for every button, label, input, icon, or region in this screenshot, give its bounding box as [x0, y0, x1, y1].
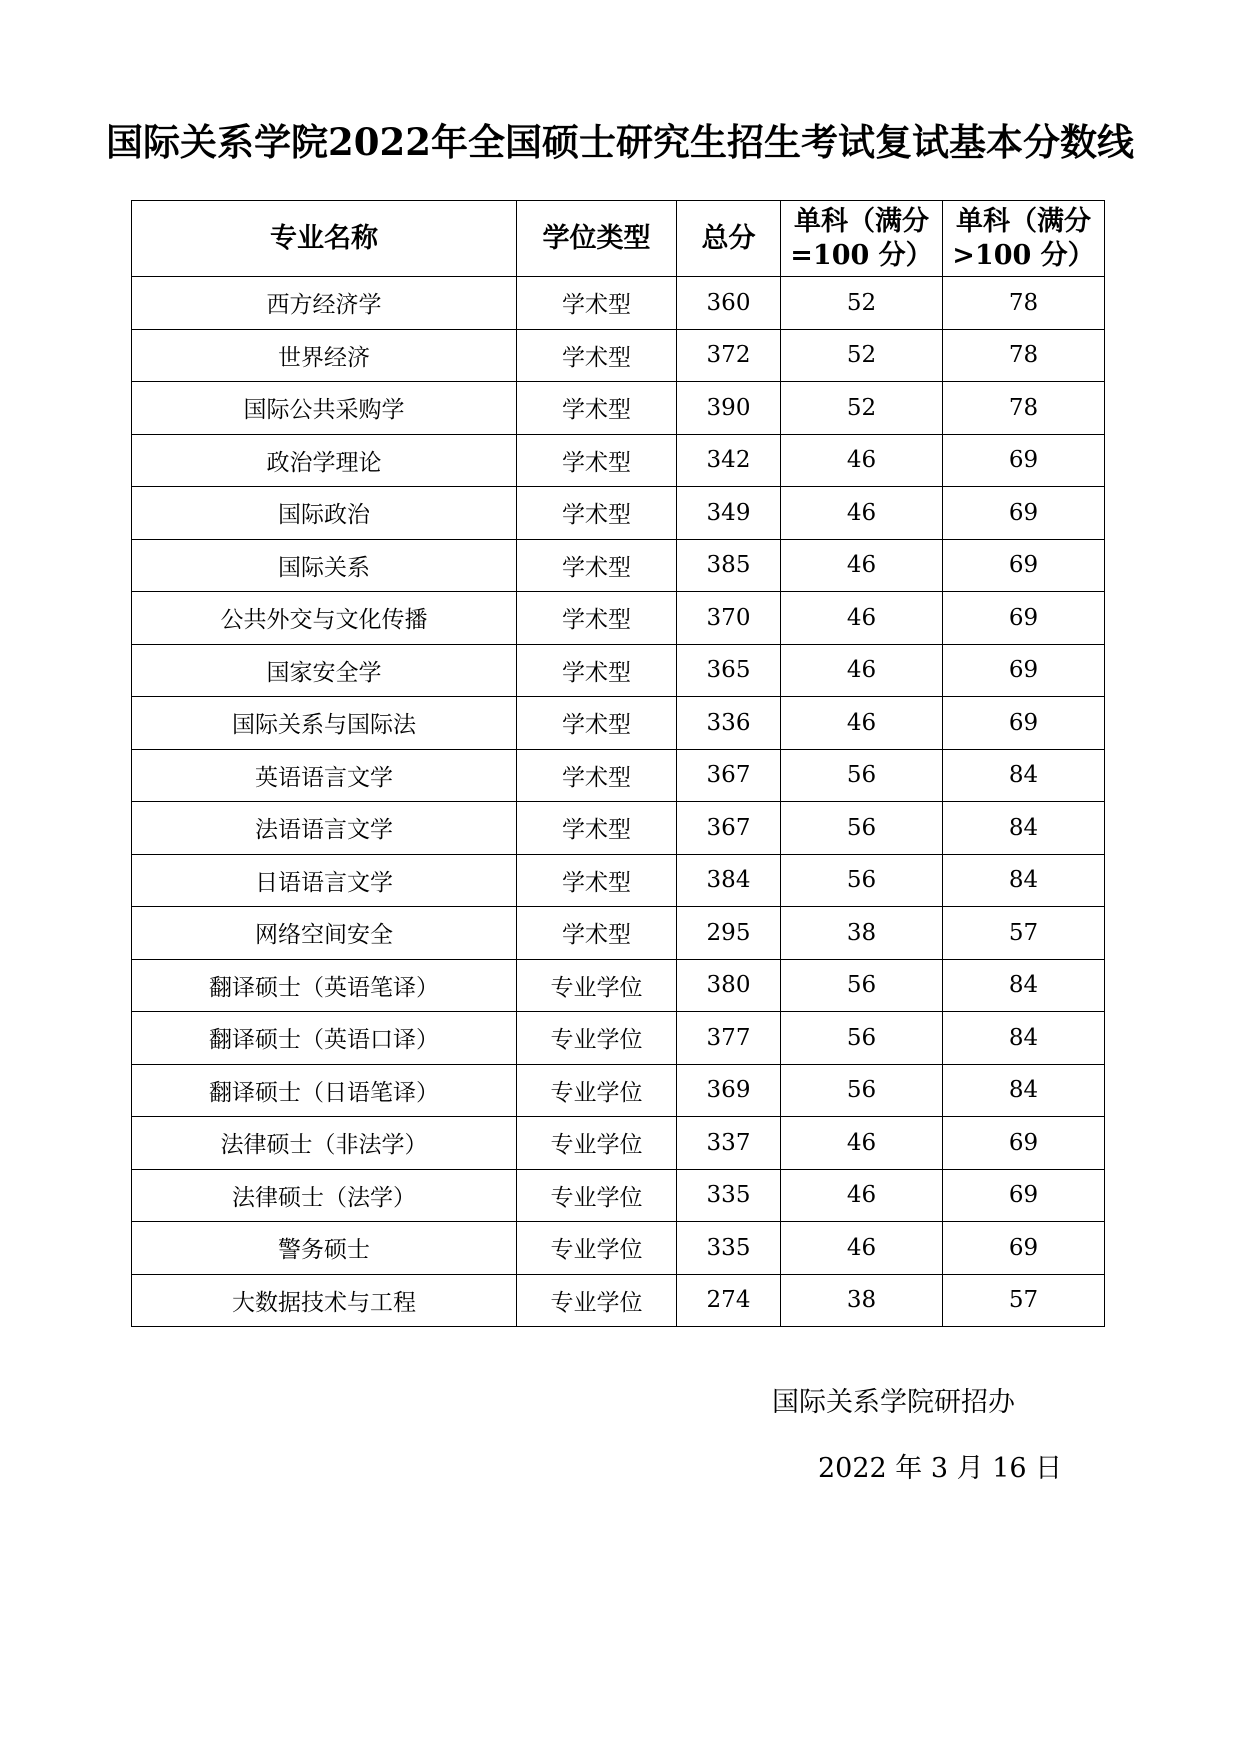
table-row	[132, 907, 1105, 960]
cell-single-subject-100: 38	[781, 1274, 943, 1327]
table-row	[132, 382, 1105, 435]
table-row	[132, 1117, 1105, 1170]
table-row	[132, 802, 1105, 855]
cell-degree-type: 学术型	[517, 802, 677, 855]
cell-major-name: 世界经济	[132, 329, 517, 382]
table-row	[132, 329, 1105, 382]
cell-single-subject-100: 46	[781, 644, 943, 697]
cell-major-name: 法律硕士（法学）	[132, 1169, 517, 1222]
cell-degree-type: 专业学位	[517, 1064, 677, 1117]
table-row	[132, 592, 1105, 645]
header-single-subject-over-100: 单科（满分>100 分）	[943, 201, 1105, 277]
cell-major-name: 网络空间安全	[132, 907, 517, 960]
cell-single-subject-100: 56	[781, 802, 943, 855]
cell-total-score: 360	[677, 277, 781, 330]
cell-single-subject-over-100: 57	[943, 907, 1105, 960]
cell-major-name: 大数据技术与工程	[132, 1274, 517, 1327]
cell-total-score: 365	[677, 644, 781, 697]
cell-degree-type: 学术型	[517, 749, 677, 802]
cell-single-subject-over-100: 69	[943, 487, 1105, 540]
score-table	[131, 200, 1105, 1327]
cell-single-subject-over-100: 69	[943, 1169, 1105, 1222]
cell-major-name: 翻译硕士（英语口译）	[132, 1012, 517, 1065]
cell-major-name: 政治学理论	[132, 434, 517, 487]
cell-degree-type: 学术型	[517, 487, 677, 540]
cell-total-score: 336	[677, 697, 781, 750]
cell-major-name: 警务硕士	[132, 1222, 517, 1275]
cell-degree-type: 专业学位	[517, 959, 677, 1012]
table-row	[132, 539, 1105, 592]
cell-single-subject-100: 46	[781, 1169, 943, 1222]
cell-single-subject-100: 46	[781, 539, 943, 592]
cell-single-subject-over-100: 69	[943, 1222, 1105, 1275]
cell-single-subject-100: 46	[781, 592, 943, 645]
cell-single-subject-over-100: 84	[943, 749, 1105, 802]
table-body	[132, 277, 1105, 1327]
table-row	[132, 1169, 1105, 1222]
header-degree-type: 学位类型	[517, 201, 677, 277]
cell-major-name: 西方经济学	[132, 277, 517, 330]
cell-major-name: 法语语言文学	[132, 802, 517, 855]
cell-major-name: 国际公共采购学	[132, 382, 517, 435]
cell-single-subject-over-100: 84	[943, 854, 1105, 907]
cell-total-score: 335	[677, 1222, 781, 1275]
cell-total-score: 384	[677, 854, 781, 907]
cell-total-score: 385	[677, 539, 781, 592]
cell-single-subject-100: 52	[781, 382, 943, 435]
cell-single-subject-over-100: 84	[943, 802, 1105, 855]
table-row	[132, 434, 1105, 487]
cell-single-subject-over-100: 69	[943, 644, 1105, 697]
header-single-subject-100: 单科（满分=100 分）	[781, 201, 943, 277]
table-row	[132, 1012, 1105, 1065]
cell-single-subject-100: 52	[781, 329, 943, 382]
cell-major-name: 日语语言文学	[132, 854, 517, 907]
header-major-name: 专业名称	[132, 201, 517, 277]
cell-degree-type: 学术型	[517, 277, 677, 330]
cell-degree-type: 专业学位	[517, 1222, 677, 1275]
cell-degree-type: 专业学位	[517, 1117, 677, 1170]
cell-degree-type: 学术型	[517, 907, 677, 960]
table-row	[132, 854, 1105, 907]
cell-total-score: 367	[677, 802, 781, 855]
cell-degree-type: 学术型	[517, 434, 677, 487]
cell-degree-type: 专业学位	[517, 1169, 677, 1222]
cell-single-subject-100: 46	[781, 1222, 943, 1275]
table-row	[132, 487, 1105, 540]
cell-single-subject-100: 56	[781, 749, 943, 802]
cell-degree-type: 专业学位	[517, 1012, 677, 1065]
cell-major-name: 国际关系与国际法	[132, 697, 517, 750]
cell-total-score: 295	[677, 907, 781, 960]
cell-single-subject-100: 56	[781, 959, 943, 1012]
table-row	[132, 1274, 1105, 1327]
cell-total-score: 367	[677, 749, 781, 802]
cell-major-name: 英语语言文学	[132, 749, 517, 802]
cell-single-subject-100: 56	[781, 1064, 943, 1117]
table-row	[132, 697, 1105, 750]
cell-single-subject-over-100: 69	[943, 1117, 1105, 1170]
cell-major-name: 翻译硕士（英语笔译）	[132, 959, 517, 1012]
table-row	[132, 749, 1105, 802]
cell-degree-type: 学术型	[517, 382, 677, 435]
cell-degree-type: 学术型	[517, 697, 677, 750]
cell-total-score: 337	[677, 1117, 781, 1170]
cell-total-score: 369	[677, 1064, 781, 1117]
cell-single-subject-over-100: 69	[943, 539, 1105, 592]
cell-single-subject-over-100: 84	[943, 959, 1105, 1012]
issuing-office: 国际关系学院研招办	[772, 1387, 1015, 1418]
cell-single-subject-over-100: 84	[943, 1012, 1105, 1065]
cell-single-subject-over-100: 78	[943, 329, 1105, 382]
cell-degree-type: 学术型	[517, 854, 677, 907]
cell-single-subject-over-100: 78	[943, 277, 1105, 330]
cell-total-score: 372	[677, 329, 781, 382]
cell-total-score: 342	[677, 434, 781, 487]
cell-total-score: 349	[677, 487, 781, 540]
cell-total-score: 335	[677, 1169, 781, 1222]
cell-major-name: 公共外交与文化传播	[132, 592, 517, 645]
cell-total-score: 274	[677, 1274, 781, 1327]
cell-single-subject-100: 46	[781, 697, 943, 750]
cell-single-subject-100: 56	[781, 854, 943, 907]
page-title: 国际关系学院2022年全国硕士研究生招生考试复试基本分数线	[106, 120, 1134, 164]
cell-total-score: 390	[677, 382, 781, 435]
cell-major-name: 翻译硕士（日语笔译）	[132, 1064, 517, 1117]
cell-single-subject-over-100: 69	[943, 592, 1105, 645]
cell-major-name: 国际政治	[132, 487, 517, 540]
cell-total-score: 380	[677, 959, 781, 1012]
table-row	[132, 1064, 1105, 1117]
cell-single-subject-over-100: 69	[943, 434, 1105, 487]
cell-single-subject-100: 52	[781, 277, 943, 330]
cell-single-subject-over-100: 84	[943, 1064, 1105, 1117]
table-row	[132, 1222, 1105, 1275]
cell-single-subject-100: 46	[781, 487, 943, 540]
cell-total-score: 377	[677, 1012, 781, 1065]
cell-major-name: 国际关系	[132, 539, 517, 592]
cell-degree-type: 学术型	[517, 644, 677, 697]
table-header-row	[132, 201, 1105, 277]
cell-single-subject-100: 56	[781, 1012, 943, 1065]
cell-single-subject-over-100: 69	[943, 697, 1105, 750]
table-row	[132, 959, 1105, 1012]
header-total-score: 总分	[677, 201, 781, 277]
cell-degree-type: 学术型	[517, 592, 677, 645]
table-row	[132, 644, 1105, 697]
cell-single-subject-100: 46	[781, 434, 943, 487]
cell-single-subject-over-100: 57	[943, 1274, 1105, 1327]
cell-total-score: 370	[677, 592, 781, 645]
cell-major-name: 法律硕士（非法学）	[132, 1117, 517, 1170]
cell-single-subject-100: 46	[781, 1117, 943, 1170]
cell-major-name: 国家安全学	[132, 644, 517, 697]
cell-single-subject-over-100: 78	[943, 382, 1105, 435]
issue-date: 2022 年 3 月 16 日	[818, 1453, 1063, 1484]
cell-single-subject-100: 38	[781, 907, 943, 960]
cell-degree-type: 学术型	[517, 329, 677, 382]
cell-degree-type: 学术型	[517, 539, 677, 592]
cell-degree-type: 专业学位	[517, 1274, 677, 1327]
table-row	[132, 277, 1105, 330]
